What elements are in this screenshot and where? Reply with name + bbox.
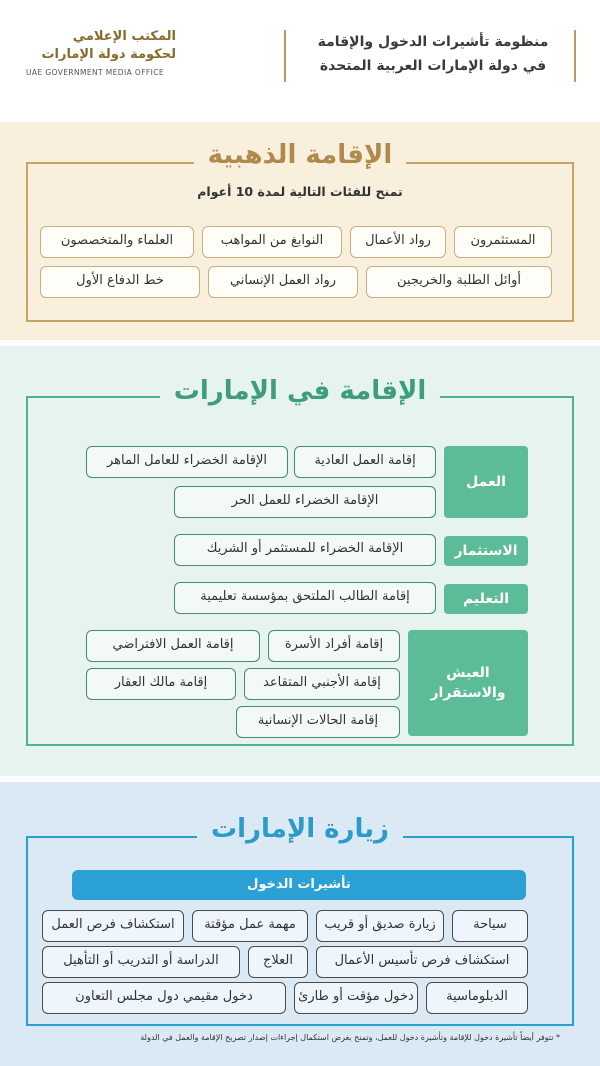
golden-item: رواد العمل الإنساني (208, 266, 358, 298)
golden-item: خط الدفاع الأول (40, 266, 200, 298)
category-education: التعليم (444, 584, 528, 614)
residence-item: الإقامة الخضراء للعامل الماهر (86, 446, 288, 478)
visit-item: الدراسة أو التدريب أو التأهيل (42, 946, 240, 978)
visit-item: استكشاف فرص تأسيس الأعمال (316, 946, 528, 978)
visit-item: استكشاف فرص العمل (42, 910, 184, 942)
residence-item: الإقامة الخضراء للعمل الحر (174, 486, 436, 518)
category-work: العمل (444, 446, 528, 518)
visit-item: الدبلوماسية (426, 982, 528, 1014)
visit-item: دخول مقيمي دول مجلس التعاون (42, 982, 286, 1014)
residence-item: إقامة العمل العادية (294, 446, 436, 478)
residence-item: إقامة مالك العقار (86, 668, 236, 700)
entry-visas-bar: تأشيرات الدخول (72, 870, 526, 900)
golden-item: العلماء والمتخصصون (40, 226, 194, 258)
golden-residence-section (0, 122, 600, 340)
visit-item: سياحة (452, 910, 528, 942)
residence-item: إقامة أفراد الأسرة (268, 630, 400, 662)
visit-item: العلاج (248, 946, 308, 978)
residence-item: إقامة الطالب الملتحق بمؤسسة تعليمية (174, 582, 436, 614)
residence-title: الإقامة في الإمارات (0, 376, 600, 406)
visit-item: زيارة صديق أو قريب (316, 910, 444, 942)
golden-item: رواد الأعمال (350, 226, 446, 258)
residence-item: الإقامة الخضراء للمستثمر أو الشريك (174, 534, 436, 566)
residence-section (0, 346, 600, 776)
header-rule-right (574, 30, 576, 82)
residence-item: إقامة الأجنبي المتقاعد (244, 668, 400, 700)
golden-item: أوائل الطلبة والخريجين (366, 266, 552, 298)
visit-section (0, 782, 600, 1066)
header (0, 0, 600, 120)
category-investment: الاستثمار (444, 536, 528, 566)
category-living: العيش والاستقرار (408, 630, 528, 736)
golden-item: المستثمرون (454, 226, 552, 258)
header-title: منظومة تأشيرات الدخول والإقامة في دولة الإمارات العربية المتحدة (317, 34, 549, 74)
golden-title: الإقامة الذهبية (0, 140, 600, 170)
golden-item: النوابغ من المواهب (202, 226, 342, 258)
visit-item: دخول مؤقت أو طارئ (294, 982, 418, 1014)
residence-item: إقامة الحالات الإنسانية (236, 706, 400, 738)
visit-title: زيارة الإمارات (0, 814, 600, 844)
footnote: * تتوفر أيضاً تأشيرة دخول للإقامة وتأشيرة دخول للعمل، وتمنح بغرض استكمال إجراءات إصدار تصريح الإقامة والعمل في الدولة (140, 1033, 560, 1042)
residence-item: إقامة العمل الافتراضي (86, 630, 260, 662)
golden-subtitle: تمنح للفئات التالية لمدة 10 أعوام (197, 184, 403, 199)
visit-item: مهمة عمل مؤقتة (192, 910, 308, 942)
header-rule-left (284, 30, 286, 82)
media-office-logo: المكتب الإعلامي لحكومة دولة الإمارات UAE GOVERNMENT MEDIA OFFICE (26, 29, 176, 77)
